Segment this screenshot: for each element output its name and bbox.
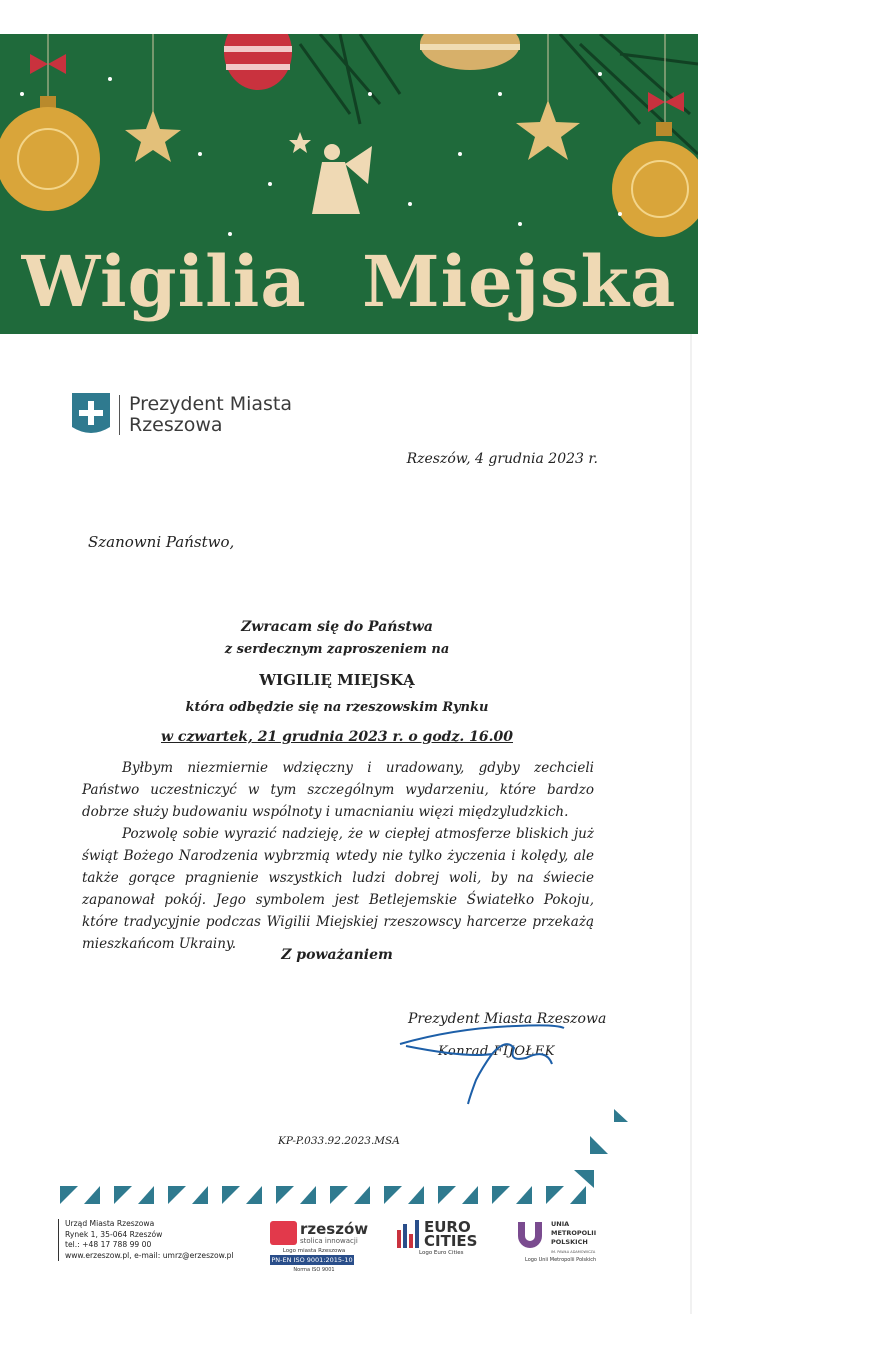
rzeszow-logo-tagline: stolica innowacji xyxy=(300,1237,358,1245)
address-line-2: Rynek 1, 35-064 Rzeszów xyxy=(65,1229,163,1239)
iso-norm: Norma ISO 9001 xyxy=(293,1267,335,1273)
footer-address xyxy=(58,1219,234,1261)
greeting: Szanowni Państwo, xyxy=(88,533,235,551)
logo-line-1: Prezydent Miasta xyxy=(129,393,293,415)
ump-caption: Logo Unii Metropolii Polskich xyxy=(525,1257,597,1263)
rzeszow-logo-name: rzeszów xyxy=(300,1220,369,1238)
logo-divider xyxy=(119,395,120,435)
ump-line-2: METROPOLII xyxy=(551,1229,597,1237)
closing: Z poważaniem xyxy=(281,947,393,963)
ump-wordmark xyxy=(551,1220,596,1247)
eurocities-line-2: CITIES xyxy=(424,1232,478,1250)
iso-badge: PN-EN ISO 9001:2015-10 xyxy=(271,1256,353,1264)
ump-logo xyxy=(515,1220,597,1263)
reference-number: KP-P.033.92.2023.MSA xyxy=(278,1135,400,1147)
page-edge xyxy=(690,334,692,1314)
logo-text xyxy=(129,394,292,436)
event-title: WIGILIĘ MIEJSKĄ xyxy=(259,671,415,689)
eurocities-logo xyxy=(397,1218,478,1256)
invitation-line-2: z serdecznym zaproszeniem na xyxy=(224,642,450,657)
handwritten-signature xyxy=(396,1018,566,1108)
paragraph-2: Pozwolę sobie wyrazić nadzieję, że w ciepłej atmosferze bliskich już świąt Bożego Narodzenia wybrzmią wtedy nie tylko życzenia i kolędy, ale także gorące pragnienie wszystkich ludzi dobrej woli, by na świecie zapanował pokój. Jego symbolem jest Betlejemskie Światełko Pokoju, które tradycyjnie podczas Wigilii Miejskiej rzeszowscy harcerze przekażą mieszkańcom Ukrainy. xyxy=(82,826,594,952)
logo-line-2: Rzeszowa xyxy=(129,414,223,436)
rzeszow-logo-icon xyxy=(270,1221,297,1245)
address-line-3: tel.: +48 17 788 99 00 xyxy=(65,1240,152,1249)
ump-line-3: POLSKICH xyxy=(551,1238,588,1246)
letter-date: Rzeszów, 4 grudnia 2023 r. xyxy=(406,451,598,467)
banner xyxy=(0,34,698,334)
address-line-1: Urząd Miasta Rzeszowa xyxy=(65,1219,155,1228)
address-line-4: www.erzeszow.pl, e-mail: umrz@erzeszow.pl xyxy=(65,1250,234,1260)
eurocities-line-1: EURO xyxy=(424,1218,471,1236)
eurocities-wordmark xyxy=(424,1220,477,1248)
ump-u-icon xyxy=(515,1220,545,1250)
invitation-line-1: Zwracam się do Państwa xyxy=(241,619,433,635)
signer-name: Konrad FIJOŁEK xyxy=(438,1044,555,1059)
eurocities-caption: Logo Euro Cities xyxy=(419,1250,464,1256)
invitation-line-4: która odbędzie się na rzeszowskim Rynku xyxy=(185,700,489,715)
triangle-border xyxy=(0,1100,640,1210)
signer-role: Prezydent Miasta Rzeszowa xyxy=(408,1011,607,1027)
rzeszow-logo-caption: Logo miasta Rzeszowa xyxy=(282,1248,346,1254)
coat-of-arms-icon xyxy=(72,393,110,439)
event-datetime: w czwartek, 21 grudnia 2023 r. o godz. 16.00 xyxy=(161,729,513,745)
paragraph-1: Byłbym niezmiernie wdzięczny i uradowany, gdyby zechcieli Państwo uczestniczyć w tym szczególnym wydarzeniu, które bardzo dobrze służy budowaniu wspólnoty i umacnianiu więzi międzyludzkich. xyxy=(82,760,594,820)
ump-line-1: UNIA xyxy=(551,1220,570,1228)
banner-title: Wigilia Miejska xyxy=(21,240,677,323)
ump-subtitle: IM. PAWŁA ADAMOWICZA xyxy=(551,1250,596,1254)
eurocities-bars-icon xyxy=(397,1220,421,1248)
